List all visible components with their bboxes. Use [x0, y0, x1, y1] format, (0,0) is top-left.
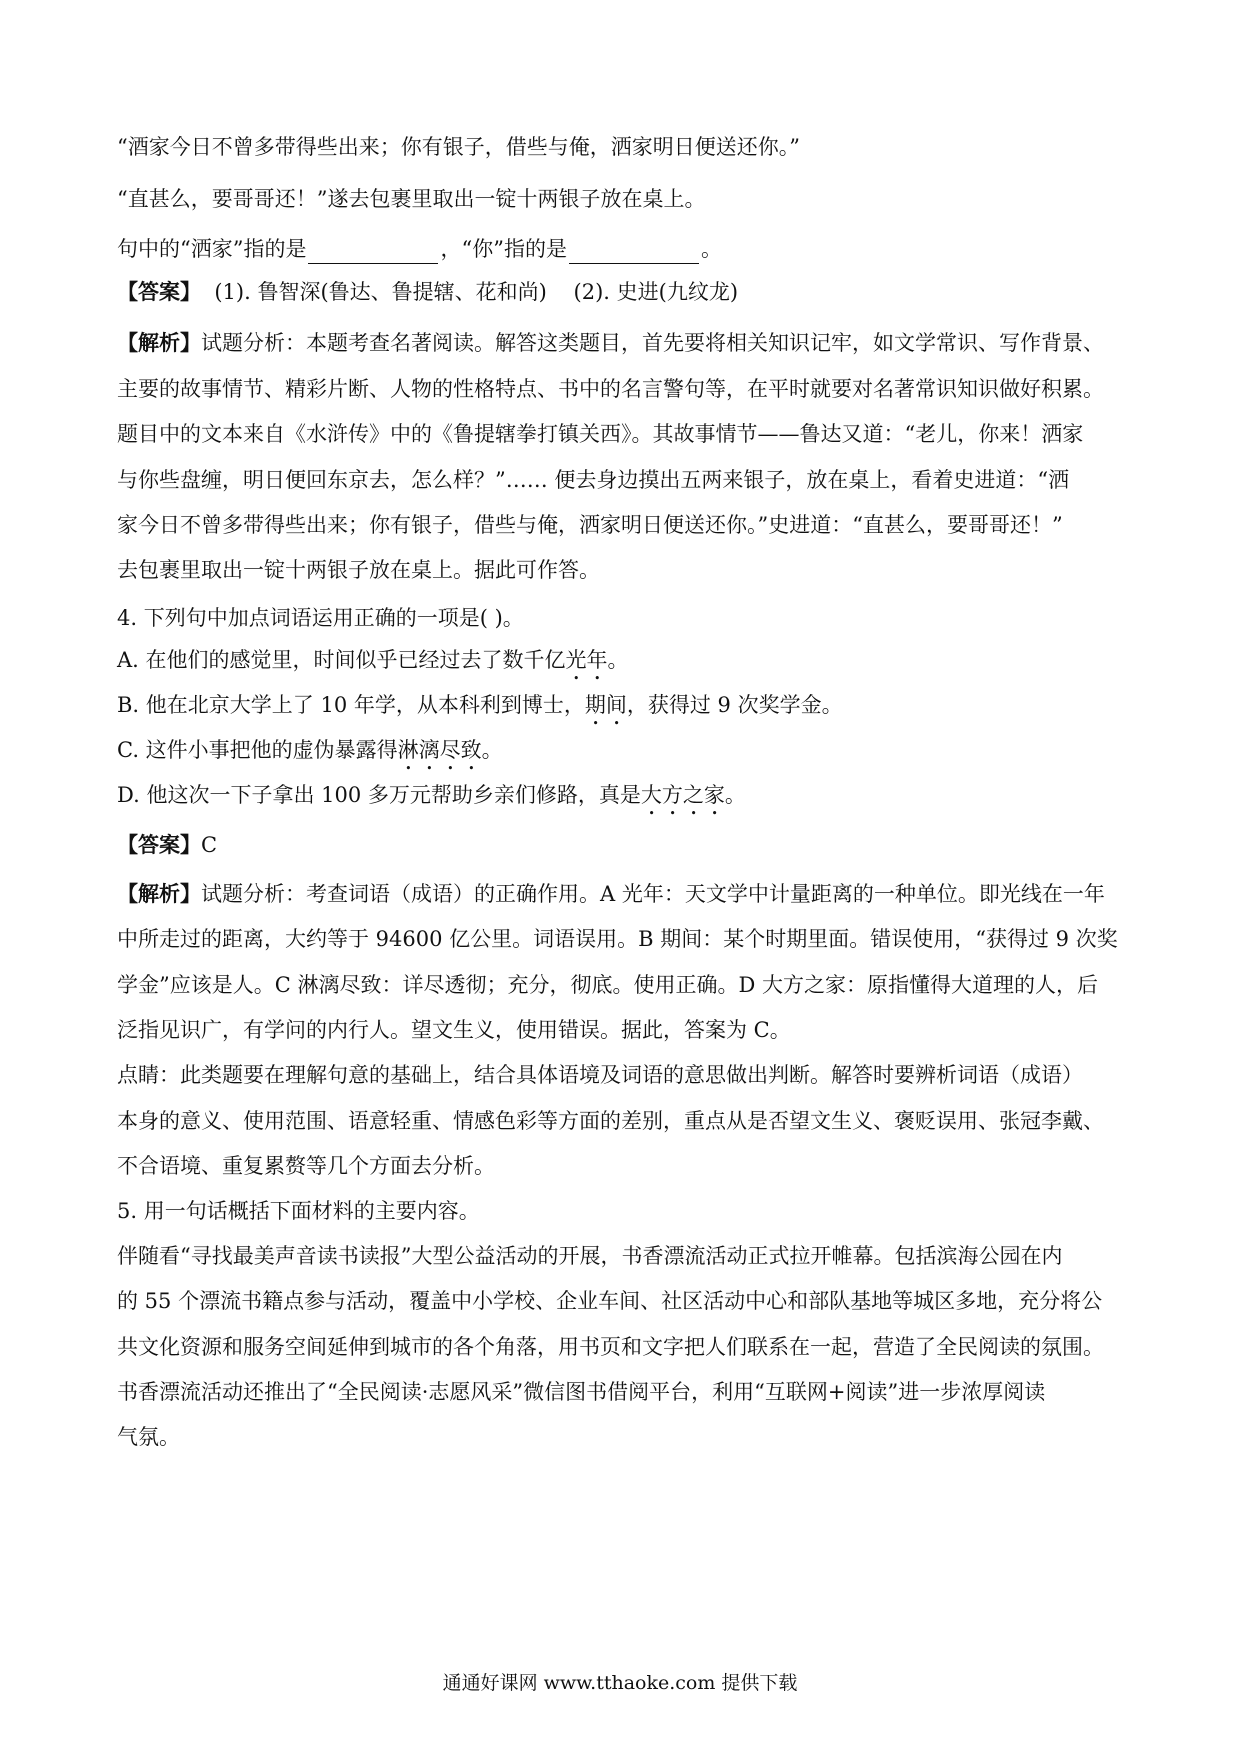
answer-text: C: [201, 833, 218, 857]
q4-answer: [117, 830, 1137, 860]
q5-material-line: 共文化资源和服务空间延伸到城市的各个角落，用书页和文字把人们联系在一起，营造了全民阅读的氛围。: [117, 1335, 1104, 1359]
q4-analysis-line: 学金”应该是人。C 淋漓尽致：详尽透彻；充分，彻底。使用正确。D 大方之家：原指懂得大道理的人，后: [117, 973, 1098, 997]
option-text: B. 他在北京大学上了 10 年学，从本科利到博士，: [117, 693, 585, 717]
tip-line: 点睛：此类题要在理解句意的基础上，结合具体语境及词语的意思做出判断。解答时要辨析词语（成语）: [117, 1063, 1083, 1087]
q3-suffix: 。: [700, 237, 722, 261]
q4-question: 4. 下列句中加点词语运用正确的一项是( )。: [117, 606, 524, 630]
q3-analysis-line: 题目中的文本来自《水浒传》中的《鲁提辖拳打镇关西》。其故事情节——鲁达又道：“老儿，你来！洒家: [117, 422, 1084, 446]
option-text: ，获得过 9 次奖学金。: [626, 693, 843, 717]
option-text: C. 这件小事把他的虚伪暴露得: [117, 738, 398, 762]
page-footer: 通通好课网 www.tthaoke.com 提供下载: [442, 1672, 798, 1694]
q4-option-c: [117, 735, 1137, 775]
q4-analysis-line: 泛指见识广，有学问的内行人。望文生义，使用错误。据此，答案为 C。: [117, 1018, 791, 1042]
analysis-text: 试题分析：考查词语（成语）的正确作用。A 光年：天文学中计量距离的一种单位。即光线在一年: [201, 882, 1105, 906]
q4-option-d: [117, 780, 1137, 820]
q5-material-line: 的 55 个漂流书籍点参与活动，覆盖中小学校、企业车间、社区活动中心和部队基地等城区多地，充分将公: [117, 1289, 1103, 1313]
tip-line: 不合语境、重复累赘等几个方面去分析。: [117, 1154, 495, 1178]
q5-question: 5. 用一句话概括下面材料的主要内容。: [117, 1199, 480, 1223]
q5-material-line: 气氛。: [117, 1425, 180, 1449]
answer-text: (1). 鲁智深(鲁达、鲁提辖、花和尚) (2). 史进(九纹龙): [201, 280, 739, 304]
dotted-word: 期间: [584, 693, 627, 717]
q4-analysis-line: 中所走过的距离，大约等于 94600 亿公里。词语误用。B 期间：某个时期里面。错误使用，“获得过 9 次奖: [117, 927, 1118, 951]
answer-blank-2[interactable]: [569, 241, 699, 264]
analysis-text: 试题分析：本题考查名著阅读。解答这类题目，首先要将相关知识记牢，如文学常识、写作背景、: [201, 331, 1104, 355]
dotted-word: 淋漓尽致: [397, 738, 482, 762]
q3-analysis-line: 去包裹里取出一锭十两银子放在桌上。据此可作答。: [117, 558, 600, 582]
q5-material-line: 伴随看“寻找最美声音读书读报”大型公益活动的开展，书香漂流活动正式拉开帷幕。包括滨海公园在内: [117, 1244, 1063, 1268]
tip-line: 本身的意义、使用范围、语意轻重、情感色彩等方面的差别，重点从是否望文生义、褒贬误用、张冠李戴、: [117, 1109, 1104, 1133]
analysis-label: 【解析】: [117, 330, 201, 355]
q3-answer: [117, 277, 1137, 307]
analysis-label: 【解析】: [117, 881, 201, 906]
q3-blank-question: [117, 234, 1137, 264]
dotted-word: 光年: [565, 648, 608, 672]
q3-prefix: 句中的“洒家”指的是: [117, 237, 307, 261]
q3-analysis-line: 家今日不曾多带得些出来；你有银子，借些与俺，洒家明日便送还你。”史进道：“直甚么，要哥哥还！”: [117, 513, 1063, 537]
option-text: 。: [607, 648, 629, 672]
q3-analysis-line: [117, 328, 1137, 358]
quote-line: “直甚么，要哥哥还！”遂去包裹里取出一锭十两银子放在桌上。: [117, 187, 706, 211]
answer-blank-1[interactable]: [308, 241, 438, 264]
option-text: A. 在他们的感觉里，时间似乎已经过去了数千亿: [117, 648, 566, 672]
answer-label: 【答案】: [117, 832, 201, 857]
answer-label: 【答案】: [117, 279, 201, 304]
q4-analysis-line: [117, 879, 1137, 909]
quote-line: “酒家今日不曾多带得些出来；你有银子，借些与俺，洒家明日便送还你。”: [117, 135, 800, 159]
q4-option-b: [117, 690, 1137, 730]
option-text: 。: [481, 738, 503, 762]
q3-analysis-line: 主要的故事情节、精彩片断、人物的性格特点、书中的名言警句等，在平时就要对名著常识知识做好积累。: [117, 377, 1104, 401]
q3-middle: ，“你”指的是: [440, 237, 567, 261]
option-text: D. 他这次一下子拿出 100 多万元帮助乡亲们修路，真是: [117, 783, 641, 807]
q3-analysis-line: 与你些盘缠，明日便回东京去，怎么样？”…… 便去身边摸出五两来银子，放在桌上，看着史进道：“洒: [117, 468, 1070, 492]
dotted-word: 大方之家: [640, 783, 725, 807]
q5-material-line: 书香漂流活动还推出了“全民阅读·志愿风采”微信图书借阅平台，利用“互联网+阅读”进一步浓厚阅读: [117, 1380, 1046, 1404]
option-text: 。: [724, 783, 746, 807]
q4-option-a: [117, 645, 1137, 685]
